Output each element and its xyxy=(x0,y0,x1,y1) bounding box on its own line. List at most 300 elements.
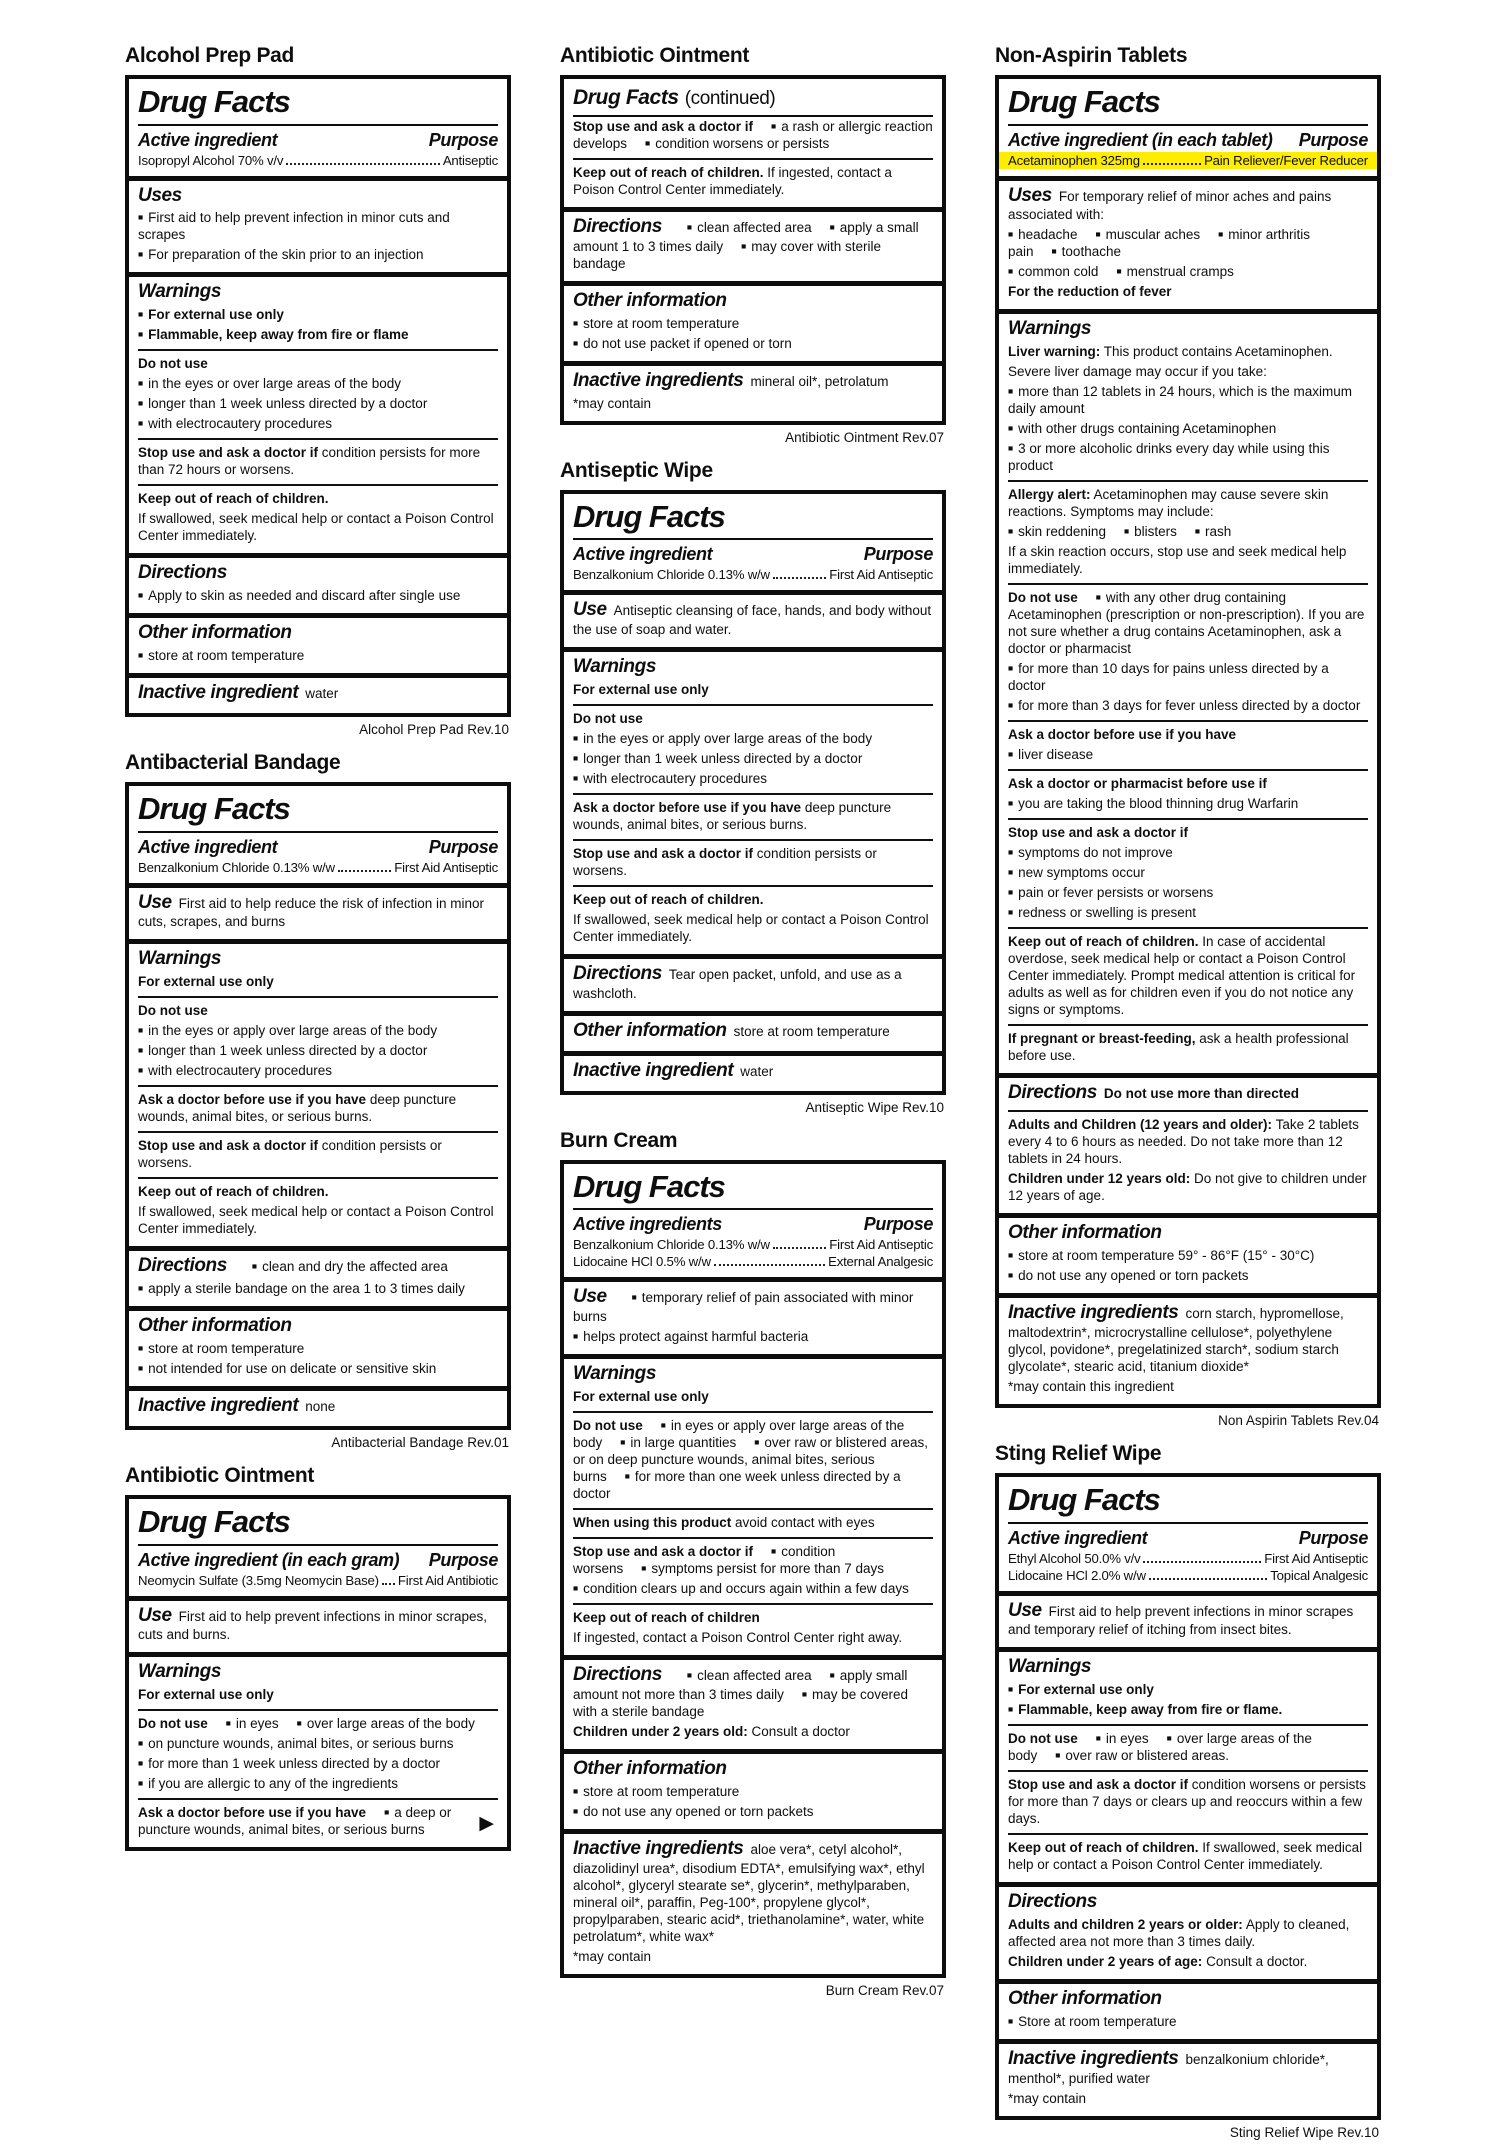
text: First aid to help prevent infections in minor scrapes, cuts and burns. xyxy=(138,1608,488,1643)
bullet-text: if you are allergic to any of the ingredients xyxy=(148,1776,399,1792)
bullet-item xyxy=(573,1290,913,1324)
section-heading: Warnings xyxy=(1008,318,1092,340)
bullet-text: pain or fever persists or worsens xyxy=(1018,885,1214,901)
bullet-item xyxy=(1008,747,1093,762)
text: Acetaminophen may cause severe skin reactions. Symptoms may include: xyxy=(1008,487,1329,520)
bullet-item xyxy=(573,1784,739,1799)
drug-facts-title xyxy=(138,83,498,126)
ingredient-row xyxy=(999,152,1377,169)
text-row xyxy=(138,374,498,394)
purpose-label: Purpose xyxy=(1298,129,1368,150)
section-heading: Use xyxy=(573,1286,607,1308)
text: *may contain xyxy=(573,1948,652,1964)
section-heading: Inactive ingredients xyxy=(573,1837,744,1859)
active-ingredient-label: Active ingredient (in each tablet) xyxy=(1008,129,1273,150)
bold-text: Keep out of reach of children. xyxy=(138,491,329,507)
bullet-text: in eyes xyxy=(1105,1731,1149,1747)
bullet-item xyxy=(138,376,401,391)
text-row xyxy=(1008,362,1368,382)
text: Do not give to children under 12 years of age. xyxy=(1008,1171,1367,1204)
section-heading-row xyxy=(573,963,933,1004)
section-heading-row xyxy=(138,892,498,933)
text-row xyxy=(1008,745,1368,765)
bold-text: Children under 2 years of age: xyxy=(1008,1954,1203,1970)
bullet-text: store at room temperature xyxy=(148,1341,305,1357)
bullet-icon: ■ xyxy=(1095,1733,1101,1744)
bold-text: Stop use and ask a doctor if xyxy=(573,846,754,862)
panel-section xyxy=(564,281,942,361)
bold-text: When using this product xyxy=(573,1515,732,1531)
section-heading-row xyxy=(138,948,498,972)
purpose-label: Purpose xyxy=(863,1214,933,1235)
bullet-icon: ■ xyxy=(1055,1750,1061,1761)
text-row xyxy=(138,1279,498,1299)
purpose-label: Purpose xyxy=(428,129,498,150)
bullet-text: For external use only xyxy=(148,307,284,323)
bullet-item xyxy=(138,1281,465,1296)
ingredient-name: Lidocaine HCl 2.0% w/w xyxy=(1008,1567,1146,1583)
text-row xyxy=(573,1537,933,1579)
panel-section xyxy=(129,1306,507,1386)
bullet-icon: ■ xyxy=(1008,749,1014,760)
panel-section xyxy=(999,1477,1377,1591)
text-row xyxy=(1008,282,1368,302)
panel-section xyxy=(564,1011,942,1051)
bullet-icon: ■ xyxy=(573,753,579,764)
panel-section xyxy=(564,494,942,591)
panel-section xyxy=(129,1386,507,1426)
panel-section xyxy=(129,1596,507,1653)
bullet-icon: ■ xyxy=(741,240,747,251)
bullet-text: Apply to skin as needed and discard after single use xyxy=(148,588,461,604)
dotted-leader xyxy=(714,1264,825,1266)
panel-section xyxy=(999,1647,1377,1882)
text-row xyxy=(573,314,933,334)
bullet-icon: ■ xyxy=(296,1718,302,1729)
text-row xyxy=(573,680,933,700)
panel-section xyxy=(564,79,942,207)
bullet-text: in the eyes or over large areas of the body xyxy=(148,376,402,392)
text-row xyxy=(1008,659,1368,696)
panel-section xyxy=(129,673,507,713)
bullet-icon: ■ xyxy=(1095,592,1101,603)
bullet-text: store at room temperature xyxy=(583,315,740,331)
product-heading: Alcohol Prep Pad xyxy=(125,44,295,67)
text-row xyxy=(138,586,498,606)
bullet-item xyxy=(138,1361,436,1376)
text-row xyxy=(138,245,498,265)
bullet-text: blisters xyxy=(1134,524,1177,540)
section-heading-row xyxy=(138,1605,498,1646)
bullet-item xyxy=(138,307,284,322)
bold-text: Adults and children 2 years or older: xyxy=(1008,1917,1243,1933)
bullet-item xyxy=(573,1469,901,1501)
bullet-item xyxy=(138,1043,427,1058)
bullet-item xyxy=(226,1716,279,1731)
label-column-3 xyxy=(995,44,1381,2154)
bullet-item xyxy=(573,771,767,786)
text-row xyxy=(1008,342,1368,362)
bullet-icon: ■ xyxy=(660,1420,666,1431)
text-row xyxy=(138,1774,498,1794)
text-row xyxy=(573,1947,933,1967)
bullet-icon: ■ xyxy=(1008,798,1014,809)
text-row xyxy=(1008,903,1368,923)
bullet-text: in the eyes or apply over large areas of the body xyxy=(148,1023,438,1039)
bullet-text: with electrocautery procedures xyxy=(148,1063,332,1079)
section-heading-row xyxy=(573,216,933,274)
bullet-icon: ■ xyxy=(138,1778,144,1789)
panel-section xyxy=(564,1655,942,1749)
bold-text: Keep out of reach of children xyxy=(573,1610,760,1626)
bullet-text: longer than 1 week unless directed by a doctor xyxy=(583,751,863,767)
bullet-icon: ■ xyxy=(225,1718,231,1729)
dotted-leader xyxy=(773,577,826,579)
bullet-item xyxy=(687,1668,812,1683)
bold-text: Do not use xyxy=(138,1716,208,1732)
bullet-text: 3 or more alcoholic drinks every day while using this product xyxy=(1008,441,1330,474)
product-heading: Non-Aspirin Tablets xyxy=(995,44,1188,67)
text-row xyxy=(138,1339,498,1359)
bold-text: For the reduction of fever xyxy=(1008,284,1172,300)
bullet-icon: ■ xyxy=(801,1688,807,1699)
bullet-icon: ■ xyxy=(624,1471,630,1482)
bullet-item xyxy=(138,1023,437,1038)
section-heading: Warnings xyxy=(573,1363,657,1385)
ingredient-row xyxy=(138,152,498,169)
bold-text: For external use only xyxy=(573,1389,709,1405)
bold-text: Keep out of reach of children. xyxy=(138,1184,329,1200)
text: condition persists or worsens. xyxy=(573,846,877,879)
bold-text: Children under 2 years old: xyxy=(573,1723,748,1739)
active-ingredient-label: Active ingredient (in each gram) xyxy=(138,1549,400,1570)
text-row xyxy=(1008,1169,1368,1206)
dotted-leader xyxy=(338,870,391,872)
section-heading-row xyxy=(573,1363,933,1387)
bullet-icon: ■ xyxy=(138,418,144,429)
bullet-text: over large areas of the body xyxy=(1008,1731,1312,1764)
bullet-icon: ■ xyxy=(1218,229,1224,240)
bullet-icon: ■ xyxy=(771,1546,777,1557)
bullet-text: new symptoms occur xyxy=(1018,865,1145,881)
bullet-text: apply small amount not more than 3 times daily xyxy=(573,1668,908,1702)
text-row xyxy=(573,839,933,881)
bullet-item xyxy=(138,1063,332,1078)
bullet-icon: ■ xyxy=(251,1261,258,1272)
text-row xyxy=(138,509,498,546)
bullet-text: store at room temperature 59° - 86°F (15° - 30°C) xyxy=(1018,1248,1315,1264)
section-heading: Directions xyxy=(573,1664,662,1686)
text-row xyxy=(1008,480,1368,522)
bullet-icon: ■ xyxy=(829,1670,835,1681)
ingredient-row xyxy=(1008,1550,1368,1567)
ingredient-purpose: Antiseptic xyxy=(442,152,498,168)
bullet-text: in large quantities xyxy=(630,1435,737,1451)
bullet-icon: ■ xyxy=(1008,700,1014,711)
text-row xyxy=(573,749,933,769)
bullet-item xyxy=(138,1756,440,1771)
bullet-item xyxy=(297,1716,475,1731)
bullet-icon: ■ xyxy=(1008,663,1014,674)
bullet-item xyxy=(1052,244,1121,259)
bullet-icon: ■ xyxy=(771,121,777,132)
bullet-text: menstrual cramps xyxy=(1126,264,1234,280)
bullet-text: with other drugs containing Acetaminophen xyxy=(1018,421,1277,437)
bullet-icon: ■ xyxy=(138,1758,144,1769)
section-heading: Warnings xyxy=(1008,1656,1092,1678)
drug-facts-panel-burn-cream xyxy=(560,1160,946,1978)
text: Take 2 tablets every 4 to 6 hours as needed. Do not take more than 12 tablets in 24 hours. xyxy=(1008,1117,1359,1167)
text-row xyxy=(573,1722,933,1742)
bullet-icon: ■ xyxy=(1194,526,1200,537)
product-heading: Burn Cream xyxy=(560,1128,678,1152)
section-heading: Directions xyxy=(1008,1082,1097,1104)
ingredient-row xyxy=(138,859,498,876)
bullet-text: clean and dry the affected area xyxy=(262,1259,448,1275)
text-row xyxy=(138,484,498,509)
bullet-text: in the eyes or apply over large areas of the body xyxy=(583,731,873,747)
text-row xyxy=(1008,1377,1368,1397)
bullet-item xyxy=(138,648,304,663)
text-row xyxy=(573,793,933,835)
bullet-icon: ■ xyxy=(1095,229,1101,240)
section-heading: Inactive ingredients xyxy=(573,369,744,391)
bullet-icon: ■ xyxy=(1008,2016,1014,2027)
panel-section xyxy=(129,1499,507,1596)
text: deep puncture wounds, animal bites, or serious burns. xyxy=(573,800,892,833)
ingredient-name: Acetaminophen 325mg xyxy=(1008,152,1140,168)
active-ingredient-header xyxy=(573,540,933,566)
bullet-icon: ■ xyxy=(1008,266,1014,277)
bullet-text: muscular aches xyxy=(1105,227,1201,243)
panel-section xyxy=(999,79,1377,176)
bold-text: For external use only xyxy=(573,682,709,698)
panel-section xyxy=(564,1749,942,1829)
bullet-icon: ■ xyxy=(1008,386,1014,397)
section-heading-row xyxy=(573,1664,933,1722)
bullet-icon: ■ xyxy=(1008,526,1014,537)
text-row xyxy=(573,1508,933,1533)
section-heading: Warnings xyxy=(573,656,657,678)
label-column-1 xyxy=(125,44,511,1885)
bold-text: Adults and Children (12 years and older): xyxy=(1008,1117,1273,1133)
text-row xyxy=(1008,1680,1368,1700)
active-ingredient-label: Active ingredient xyxy=(138,129,278,150)
text-row xyxy=(1008,883,1368,903)
product-heading: Antibiotic Ointment xyxy=(125,1464,315,1487)
bullet-item xyxy=(1008,227,1077,242)
text-row xyxy=(1008,1700,1368,1720)
text-row xyxy=(138,1085,498,1127)
bullet-icon: ■ xyxy=(384,1807,390,1818)
bullet-icon: ■ xyxy=(138,1343,144,1354)
bullet-item xyxy=(573,751,862,766)
bullet-icon: ■ xyxy=(138,309,144,320)
text-row xyxy=(138,1021,498,1041)
section-heading: Directions xyxy=(138,562,227,584)
text-row xyxy=(1008,1952,1368,1972)
text-row xyxy=(1008,863,1368,883)
text: water xyxy=(305,686,339,702)
bullet-text: apply a small amount 1 to 3 times daily xyxy=(573,220,919,254)
bullet-icon: ■ xyxy=(138,1065,144,1076)
bullet-text: on puncture wounds, animal bites, or serious burns xyxy=(148,1736,454,1752)
bullet-text: First aid to help prevent infection in minor cuts and scrapes xyxy=(138,210,450,243)
bullet-item xyxy=(1096,1731,1149,1746)
bullet-item xyxy=(1008,524,1106,539)
bold-text: For external use only xyxy=(138,1687,274,1703)
bullet-text: condition worsens xyxy=(573,1544,836,1577)
purpose-label: Purpose xyxy=(1298,1527,1368,1548)
section-heading-row xyxy=(1008,2048,1368,2089)
section-heading-row xyxy=(573,1020,933,1044)
bullet-text: may be covered with a sterile bandage xyxy=(573,1686,909,1719)
bullet-icon: ■ xyxy=(138,378,144,389)
panel-section xyxy=(564,647,942,954)
continued-label: (continued) xyxy=(684,88,776,109)
panel-section xyxy=(999,1073,1377,1213)
bullet-text: for more than 3 days for fever unless directed by a doctor xyxy=(1018,698,1361,714)
section-heading-row xyxy=(573,1758,933,1782)
text-row xyxy=(1008,1724,1368,1766)
bullet-icon: ■ xyxy=(138,1738,144,1749)
section-heading-row xyxy=(573,1838,933,1947)
bullet-text: toothache xyxy=(1061,244,1121,260)
ingredient-purpose: First Aid Antiseptic xyxy=(829,1237,933,1253)
text-row xyxy=(138,1734,498,1754)
bullet-icon: ■ xyxy=(754,1437,760,1448)
text-row xyxy=(573,769,933,789)
continue-arrow-icon: ▶ xyxy=(479,1813,494,1835)
text-row xyxy=(138,1061,498,1081)
ingredient-row xyxy=(138,1572,498,1589)
section-heading-row xyxy=(138,1661,498,1685)
product-heading: Antibiotic Ointment xyxy=(560,44,750,67)
bold-text: If pregnant or breast-feeding, xyxy=(1008,1031,1196,1047)
panel-section xyxy=(564,954,942,1011)
bullet-text: store at room temperature xyxy=(148,648,305,664)
dotted-leader xyxy=(1143,1561,1261,1563)
bullet-text: longer than 1 week unless directed by a doctor xyxy=(148,1043,428,1059)
active-ingredient-header xyxy=(1008,1524,1368,1550)
bullet-icon: ■ xyxy=(573,1805,579,1816)
bullet-icon: ■ xyxy=(138,398,144,409)
ingredient-name: Benzalkonium Chloride 0.13% w/w xyxy=(573,567,770,583)
text-row xyxy=(1008,927,1368,1020)
bullet-icon: ■ xyxy=(1008,423,1014,434)
section-heading-row xyxy=(138,185,498,209)
text-row xyxy=(138,1754,498,1774)
text: First aid to help reduce the risk of infection in minor cuts, scrapes, and burns xyxy=(138,895,485,930)
section-heading: Other information xyxy=(1008,1988,1162,2010)
text: If swallowed, seek medical help or contact a Poison Control Center immediately. xyxy=(138,1204,494,1237)
bold-text: Liver warning: xyxy=(1008,344,1101,360)
ingredient-name: Ethyl Alcohol 50.0% v/v xyxy=(1008,1550,1141,1566)
text: If ingested, contact a Poison Control Center immediately. xyxy=(573,165,892,198)
drug-facts-title xyxy=(1008,83,1368,126)
active-ingredient-header xyxy=(138,833,498,859)
ingredient-purpose: External Analgesic xyxy=(828,1254,933,1270)
panel-section xyxy=(999,1293,1377,1404)
dotted-leader xyxy=(1143,163,1201,165)
panel-footer: Antiseptic Wipe Rev.10 xyxy=(805,1099,944,1115)
bullet-item xyxy=(1008,384,1352,416)
bullet-icon: ■ xyxy=(1008,847,1014,858)
ingredient-name: Lidocaine HCl 0.5% w/w xyxy=(573,1254,711,1270)
bullet-item xyxy=(573,1804,814,1819)
text: First aid to help prevent infections in minor scrapes and temporary relief of itching from insect bites. xyxy=(1008,1603,1354,1638)
section-heading: Warnings xyxy=(138,281,222,303)
bullet-icon: ■ xyxy=(1008,887,1014,898)
section-heading: Use xyxy=(138,891,172,913)
section-heading-row xyxy=(138,1315,498,1339)
section-heading: Warnings xyxy=(138,1661,222,1683)
text: avoid contact with eyes xyxy=(731,1515,875,1531)
bullet-text: helps protect against harmful bacteria xyxy=(583,1329,809,1345)
text-row xyxy=(1008,1833,1368,1875)
section-heading-row xyxy=(1008,185,1368,226)
bullet-text: condition worsens or persists xyxy=(655,136,830,152)
ingredient-name: Neomycin Sulfate (3.5mg Neomycin Base) xyxy=(138,1572,379,1588)
bold-text: Ask a doctor or pharmacist before use if xyxy=(1008,776,1267,792)
bullet-item xyxy=(1008,1702,1282,1717)
bullet-icon: ■ xyxy=(138,1025,144,1036)
bullet-item xyxy=(1116,264,1233,279)
bullet-icon: ■ xyxy=(1008,907,1014,918)
bold-text: Stop use and ask a doctor if xyxy=(138,1138,319,1154)
bullet-icon: ■ xyxy=(1008,229,1014,240)
section-heading-row xyxy=(1008,1988,1368,2012)
drug-facts-panel-non-aspirin-tablets xyxy=(995,75,1381,1408)
section-heading: Other information xyxy=(573,289,727,311)
purpose-label: Purpose xyxy=(863,544,933,565)
bullet-text: headache xyxy=(1018,227,1078,243)
section-heading-row xyxy=(573,599,933,640)
text-row xyxy=(138,996,498,1021)
text-row xyxy=(138,414,498,434)
bullet-text: redness or swelling is present xyxy=(1018,905,1196,921)
section-heading: Directions xyxy=(138,1255,227,1277)
section-heading: Other information xyxy=(138,1315,292,1337)
text: Tear open packet, unfold, and use as a washcloth. xyxy=(573,967,902,1001)
bold-text: Children under 12 years old: xyxy=(1008,1171,1191,1187)
bullet-item xyxy=(573,731,872,746)
text-row xyxy=(1008,1024,1368,1066)
bullet-text: with any other drug containing Acetaminophen (prescription or non-prescription). If you are not sure whether a drug contains Acetaminophen, ask a doctor or pharmacist xyxy=(1008,590,1365,657)
bullet-text: a deep or puncture wounds, animal bites, or serious burns xyxy=(138,1805,452,1838)
bold-text: Stop use and ask a doctor if xyxy=(138,445,319,461)
bullet-item xyxy=(687,220,812,235)
bullet-icon: ■ xyxy=(138,1363,144,1374)
drug-facts-title-text: Drug Facts xyxy=(1008,1482,1160,1517)
bold-text: Keep out of reach of children. xyxy=(573,165,764,181)
drug-facts-title-text: Drug Facts xyxy=(138,1504,290,1539)
text: *may contain xyxy=(573,395,652,411)
ingredient-row xyxy=(1008,1567,1368,1584)
panel-section xyxy=(999,176,1377,310)
bullet-item xyxy=(1008,845,1173,860)
section-heading-row xyxy=(573,370,933,394)
bullet-text: common cold xyxy=(1018,264,1099,280)
section-heading-row xyxy=(138,281,498,305)
text-row xyxy=(1008,2012,1368,2032)
bullet-text: a rash or allergic reaction develops xyxy=(573,119,933,152)
panel-section xyxy=(564,590,942,647)
section-heading: Directions xyxy=(573,216,662,238)
text-row xyxy=(1008,769,1368,794)
text: none xyxy=(305,1399,336,1415)
bold-text: Keep out of reach of children. xyxy=(1008,934,1199,950)
